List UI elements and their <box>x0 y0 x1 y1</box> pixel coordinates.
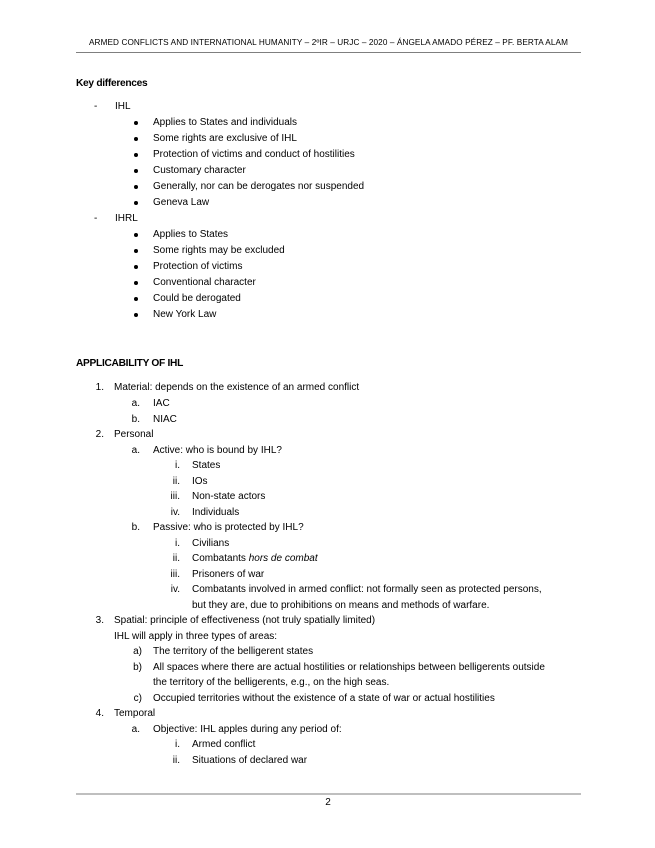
group-label-ihl: IHL <box>115 101 131 112</box>
list-item: Generally, nor can be derogates nor suspended <box>153 181 365 192</box>
list-item: Occupied territories without the existence of a state of war or actual hostilities <box>153 693 495 704</box>
roman-numeral: i. <box>175 739 180 750</box>
roman-numeral: i. <box>175 460 180 471</box>
applicability-heading: APPLICABILITY OF IHL <box>76 358 184 369</box>
roman-numeral: ii. <box>172 755 180 766</box>
list-item: Non-state actors <box>192 491 266 502</box>
list-item: Armed conflict <box>192 739 256 750</box>
list-number: 1. <box>95 382 104 393</box>
list-item: The territory of the belligerent states <box>153 646 314 657</box>
list-item: Some rights are exclusive of IHL <box>153 133 297 144</box>
list-item: IOs <box>192 476 208 487</box>
list-item: Protection of victims <box>153 261 243 272</box>
list-item: Passive: who is protected by IHL? <box>153 522 304 533</box>
group-dash: - <box>94 101 98 112</box>
bullet <box>134 249 138 253</box>
list-item: All spaces where there are actual hostilities or relationships between belligerents outside <box>153 662 545 673</box>
list-item: Prisoners of war <box>192 569 265 580</box>
group-dash: - <box>94 213 98 224</box>
bullet <box>134 297 138 301</box>
list-item <box>192 553 318 564</box>
list-item: States <box>192 460 221 471</box>
list-letter: a) <box>133 646 142 657</box>
bullet <box>134 185 138 189</box>
list-item: Combatants involved in armed conflict: not formally seen as protected persons, <box>192 584 542 595</box>
list-item: Some rights may be excluded <box>153 245 285 256</box>
section-text: Spatial: principle of effectiveness (not truly spatially limited) <box>114 615 376 626</box>
bullet <box>134 233 138 237</box>
list-letter: a. <box>131 445 140 456</box>
list-item: New York Law <box>153 309 217 320</box>
list-letter: b. <box>131 414 140 425</box>
list-number: 3. <box>95 615 104 626</box>
bullet <box>134 201 138 205</box>
list-number: 4. <box>95 708 104 719</box>
bullet <box>134 169 138 173</box>
page-number: 2 <box>325 797 331 808</box>
list-letter: a. <box>131 724 140 735</box>
list-item: Applies to States <box>153 229 229 240</box>
list-item: Could be derogated <box>153 293 241 304</box>
roman-numeral: iii. <box>170 491 180 502</box>
section-text: Temporal <box>114 708 156 719</box>
roman-numeral: iii. <box>170 569 180 580</box>
list-item-continuation: the territory of the belligerents, e.g., on the high seas. <box>153 677 390 688</box>
list-item: Situations of declared war <box>192 755 308 766</box>
group-label-ihrl: IHRL <box>115 213 138 224</box>
bullet <box>134 265 138 269</box>
list-item-continuation: but they are, due to prohibitions on means and methods of warfare. <box>192 600 490 611</box>
header-rule <box>76 52 581 53</box>
section-text: Material: depends on the existence of an armed conflict <box>114 382 360 393</box>
roman-numeral: ii. <box>172 476 180 487</box>
list-item: Conventional character <box>153 277 256 288</box>
bullet <box>134 313 138 317</box>
roman-numeral: iv. <box>170 507 180 518</box>
list-letter: b) <box>133 662 142 673</box>
list-item: Individuals <box>192 507 240 518</box>
key-differences-heading: Key differences <box>76 78 148 89</box>
bullet <box>134 281 138 285</box>
section-intro: IHL will apply in three types of areas: <box>114 631 278 642</box>
bullet <box>134 153 138 157</box>
list-letter: a. <box>131 398 140 409</box>
list-item: NIAC <box>153 414 177 425</box>
roman-numeral: ii. <box>172 553 180 564</box>
list-item: Applies to States and individuals <box>153 117 297 128</box>
list-item-text: Combatants <box>192 553 249 564</box>
list-item: Geneva Law <box>153 197 210 208</box>
bullet <box>134 137 138 141</box>
list-item: Customary character <box>153 165 246 176</box>
list-letter: c) <box>133 693 142 704</box>
section-text: Personal <box>114 429 154 440</box>
list-item: Civilians <box>192 538 230 549</box>
bullet <box>134 121 138 125</box>
list-item: Active: who is bound by IHL? <box>153 445 282 456</box>
list-item: Protection of victims and conduct of hostilities <box>153 149 355 160</box>
list-item: IAC <box>153 398 170 409</box>
list-letter: b. <box>131 522 140 533</box>
footer-rule <box>76 793 581 795</box>
list-item: Objective: IHL apples during any period of: <box>153 724 342 735</box>
italic-term: hors de combat <box>248 553 318 564</box>
list-number: 2. <box>95 429 104 440</box>
roman-numeral: i. <box>175 538 180 549</box>
running-header: ARMED CONFLICTS AND INTERNATIONAL HUMANITY – 2ºIR – URJC – 2020 – ÁNGELA AMADO PÉREZ – PF. BERTA ALAM <box>89 38 568 47</box>
roman-numeral: iv. <box>170 584 180 595</box>
